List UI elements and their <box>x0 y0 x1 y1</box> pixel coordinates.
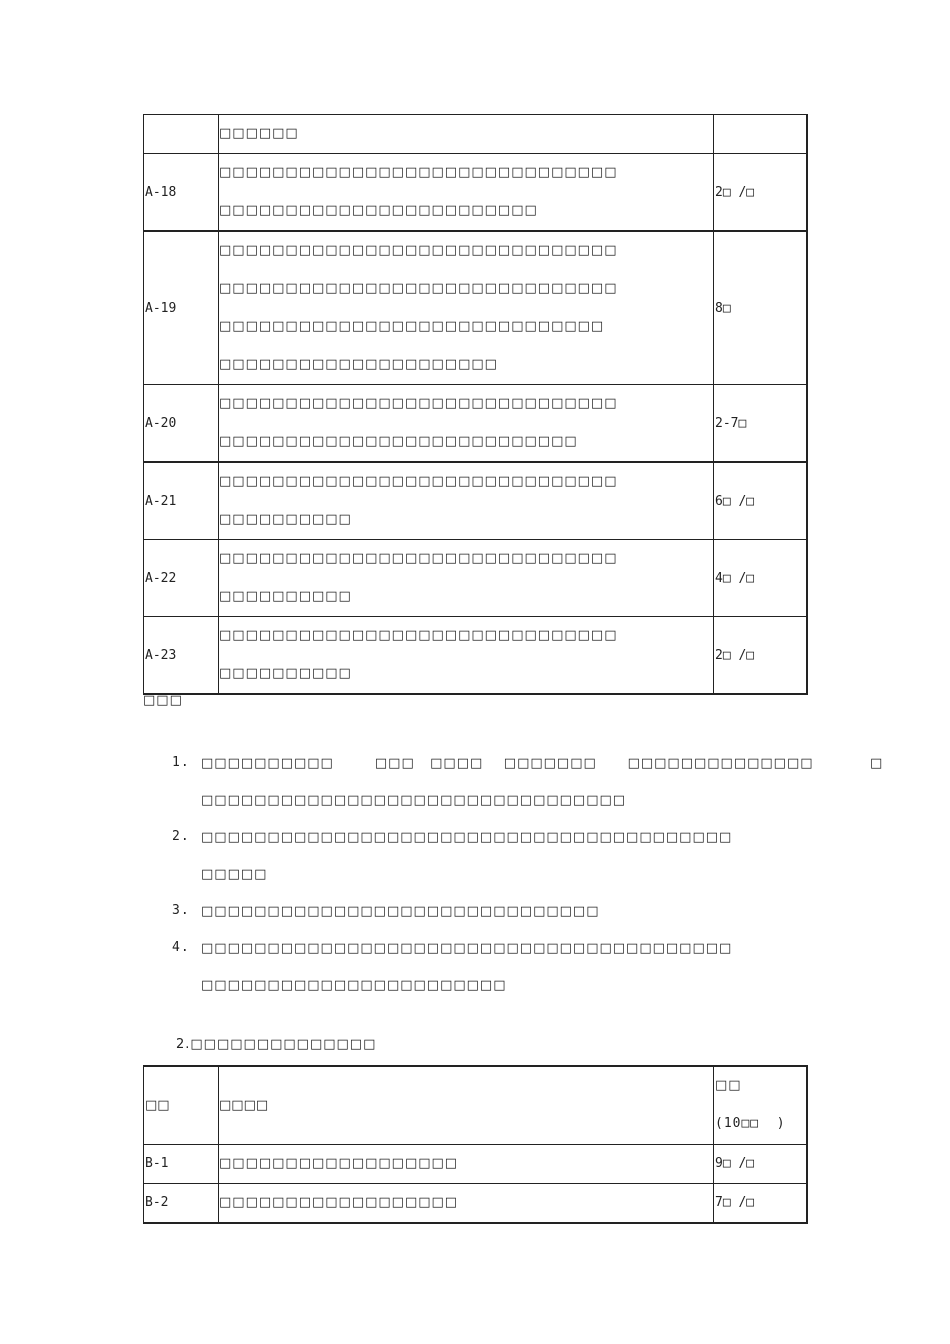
list-item-number: 1. <box>172 755 190 770</box>
row-description <box>219 115 714 154</box>
table-row <box>144 462 808 540</box>
list-item-line: □□□□□□□□□□□□□□□□□□□□□□□□□□□□□□□□□□□□□□□□ <box>201 830 733 845</box>
row-code <box>144 115 219 154</box>
row-description <box>219 462 714 540</box>
row-value: 4□ /□ <box>714 540 808 617</box>
row-value: 9□ /□ <box>714 1144 808 1183</box>
row-description <box>219 385 714 463</box>
section-heading: 2.□□□□□□□□□□□□□□ <box>176 1037 377 1052</box>
table-row <box>144 617 808 695</box>
list-item-number: 3. <box>172 903 190 918</box>
list-item <box>172 930 812 1004</box>
table-row <box>144 231 808 385</box>
description-line: □□□□□□□□□□□□□□□□□□□□□□□□□□□ <box>219 434 578 449</box>
description-line: □□□□□□□□□□□□□□□□□□ <box>219 1194 459 1210</box>
list-item-number: 4. <box>172 940 190 955</box>
row-code: A-23 <box>144 617 219 695</box>
description-line: □□□□□□□□□□□□□□□□□□□□□□□□□□□□□□ <box>219 165 618 180</box>
row-value: 8□ <box>714 231 808 385</box>
row-code: A-19 <box>144 231 219 385</box>
header-value-line: (10□□ ) <box>715 1116 786 1132</box>
table-row <box>144 1183 808 1223</box>
header-code: □□ <box>144 1066 219 1144</box>
description-line: □□□□□□□□□□□□□□□□□□□□□□□□□□□□□□ <box>219 396 618 411</box>
table-row <box>144 385 808 463</box>
table-row <box>144 154 808 232</box>
list-item-line: □□□□□□□□□□□□□□□□□□□□□□□ <box>201 978 507 993</box>
list-item-line: □□□□□□□□□□ □□□ □□□□ □□□□□□□ □□□□□□□□□□□□□□ □ <box>201 756 884 771</box>
description-line: □□□□□□□□□□□□□□□□□□□□□□□□□□□□□□ <box>219 243 618 258</box>
list-item-line: □□□□□□□□□□□□□□□□□□□□□□□□□□□□□□□□□□□□□□□□ <box>201 941 733 956</box>
description-line: □□□□□□ <box>219 126 299 141</box>
list-item-line: □□□□□□□□□□□□□□□□□□□□□□□□□□□□□□□□ <box>201 793 627 808</box>
specification-table-b <box>143 1065 808 1224</box>
description-line: □□□□□□□□□□ <box>219 666 352 681</box>
list-item-line: □□□□□ <box>201 867 268 882</box>
header-description: □□□□ <box>219 1066 714 1144</box>
table-header-row <box>144 1066 808 1144</box>
table-row <box>144 115 808 154</box>
row-code: A-22 <box>144 540 219 617</box>
notes-label: □□□ <box>143 693 183 708</box>
description-line: □□□□□□□□□□ <box>219 512 352 527</box>
list-item-number: 2. <box>172 829 190 844</box>
row-code: B-1 <box>144 1144 219 1183</box>
list-item <box>172 745 884 819</box>
description-line: □□□□□□□□□□□□□□□□□□□□□□□□□□□□□□ <box>219 551 618 566</box>
row-value: 6□ /□ <box>714 462 808 540</box>
row-description <box>219 540 714 617</box>
description-line: □□□□□□□□□□□□□□□□□□□□□□□□ <box>219 203 538 218</box>
list-item <box>172 893 812 930</box>
row-description <box>219 1144 714 1183</box>
row-code: A-20 <box>144 385 219 463</box>
description-line: □□□□□□□□□□□□□□□□□□□□□□□□□□□□□□ <box>219 474 618 489</box>
row-value: 2-7□ <box>714 385 808 463</box>
row-description <box>219 154 714 232</box>
row-code: A-18 <box>144 154 219 232</box>
row-code: B-2 <box>144 1183 219 1223</box>
row-value: 2□ /□ <box>714 617 808 695</box>
description-line: □□□□□□□□□□□□□□□□□□□□□□□□□□□□□□ <box>219 628 618 643</box>
row-description <box>219 1183 714 1223</box>
list-item-line: □□□□□□□□□□□□□□□□□□□□□□□□□□□□□□ <box>201 904 600 919</box>
header-value <box>714 1066 808 1144</box>
description-line: □□□□□□□□□□□□□□□□□□□□□□□□□□□□□ <box>219 319 605 334</box>
table-row <box>144 1144 808 1183</box>
row-description <box>219 231 714 385</box>
table-row <box>144 540 808 617</box>
list-item <box>172 819 812 893</box>
specification-table-a <box>143 114 808 695</box>
row-code: A-21 <box>144 462 219 540</box>
row-value <box>714 115 808 154</box>
description-line: □□□□□□□□□□ <box>219 589 352 604</box>
description-line: □□□□□□□□□□□□□□□□□□ <box>219 1155 459 1171</box>
description-line: □□□□□□□□□□□□□□□□□□□□□ <box>219 357 498 372</box>
row-value: 7□ /□ <box>714 1183 808 1223</box>
row-description <box>219 617 714 695</box>
description-line: □□□□□□□□□□□□□□□□□□□□□□□□□□□□□□ <box>219 281 618 296</box>
row-value: 2□ /□ <box>714 154 808 232</box>
header-value-line: □□ <box>715 1078 742 1094</box>
notes-list <box>172 745 884 1004</box>
